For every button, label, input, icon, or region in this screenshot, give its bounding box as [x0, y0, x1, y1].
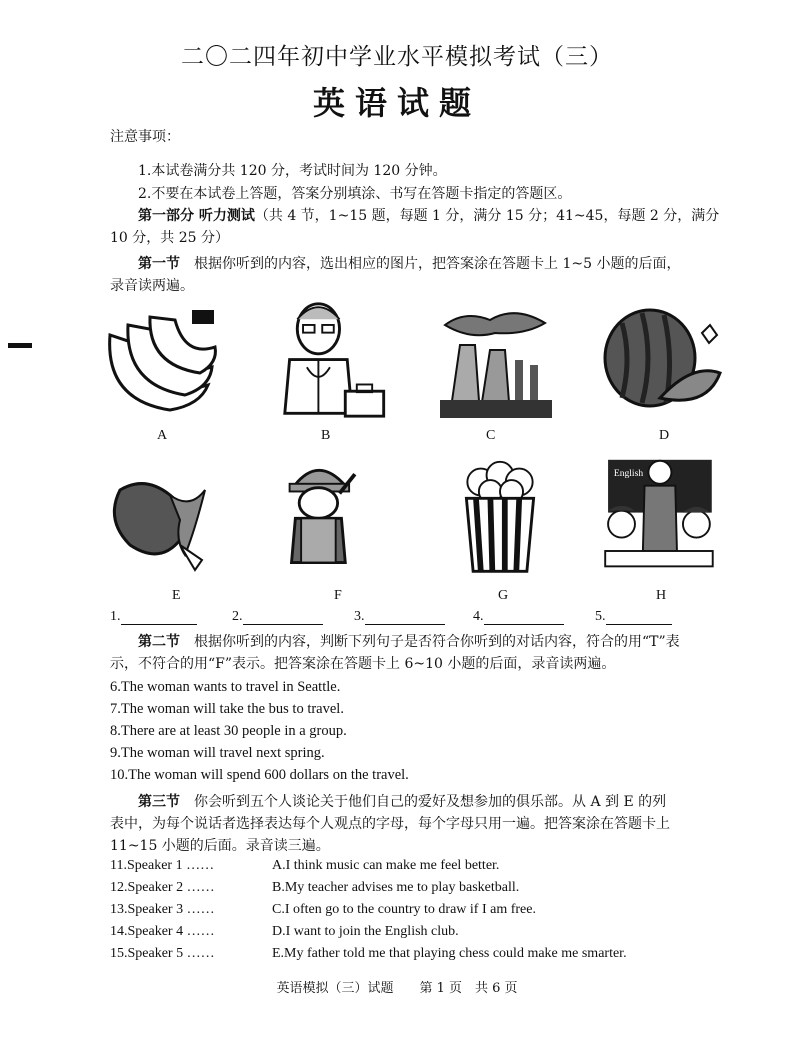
section2-line2: 示，不符合的用“F”表示。把答案涂在答题卡上 6~10 小题的后面，录音读两遍。: [110, 656, 616, 672]
popcorn-icon: [440, 458, 560, 578]
speaker-3: 13.Speaker 3 ……: [110, 902, 215, 917]
blank-number: 4.: [473, 609, 484, 624]
section3-intro: [110, 791, 740, 857]
speaker-5: 15.Speaker 5 ……: [110, 946, 215, 961]
blank-number: 3.: [354, 609, 365, 624]
question-10: 10.The woman will spend 600 dollars on the travel.: [110, 767, 409, 783]
section2-title: 第二节: [138, 634, 180, 650]
picture-label-f: F: [334, 588, 342, 603]
answer-blank-4: [473, 609, 564, 625]
notes-heading: 注意事项：: [110, 129, 180, 145]
picture-label-c: C: [486, 428, 496, 443]
picture-label-g: G: [498, 588, 509, 603]
section1-line2: 录音读两遍。: [110, 278, 194, 294]
answer-blank-1: [110, 609, 197, 625]
answer-blank-3: [354, 609, 445, 625]
worker-icon: [268, 455, 388, 575]
section2-intro: [110, 631, 740, 675]
answer-blank-5: [595, 609, 672, 625]
classroom-icon: [598, 455, 718, 575]
section3-line2: 表中，为每个说话者选择表达每个人观点的字母，每个字母只用一遍。把答案涂在答题卡上: [110, 816, 670, 832]
section1-line1: 根据你听到的内容，选出相应的图片，把答案涂在答题卡上 1~5 小题的后面，: [194, 256, 681, 272]
svg-text:English: English: [613, 468, 644, 480]
picture-label-h: H: [656, 588, 667, 603]
subject-title: 英语试题: [312, 84, 481, 122]
watermelon-icon: [602, 303, 722, 423]
bananas-icon: [100, 305, 220, 425]
page-footer: 英语模拟（三）试题 第 1 页 共 6 页: [276, 981, 518, 996]
question-7: 7.The woman will take the bus to travel.: [110, 701, 344, 717]
speaker-1: 11.Speaker 1 ……: [110, 858, 215, 873]
section3-line3: 11~15 小题的后面。录音读三遍。: [110, 838, 330, 854]
exam-title: 二〇二四年初中学业水平模拟考试（三）: [181, 44, 613, 70]
blank-number: 5.: [595, 609, 606, 624]
picture-label-d: D: [659, 428, 670, 443]
margin-mark: [8, 343, 32, 348]
question-8: 8.There are at least 30 people in a group.: [110, 723, 347, 739]
picture-label-b: B: [321, 428, 331, 443]
option-e: E.My father told me that playing chess could make me smarter.: [272, 946, 627, 961]
section1-title: 第一节: [138, 256, 180, 272]
section2-line1: 根据你听到的内容，判断下列句子是否符合你听到的对话内容，符合的用“T”表: [194, 634, 680, 650]
blank-number: 1.: [110, 609, 121, 624]
picture-label-e: E: [172, 588, 181, 603]
speaker-4: 14.Speaker 4 ……: [110, 924, 215, 939]
option-c: C.I often go to the country to draw if I am free.: [272, 902, 536, 917]
section3-title: 第三节: [138, 794, 180, 810]
question-6: 6.The woman wants to travel in Seattle.: [110, 679, 341, 695]
speaker-2: 12.Speaker 2 ……: [110, 880, 215, 895]
option-b: B.My teacher advises me to play basketball.: [272, 880, 520, 895]
factory-pollution-icon: [435, 305, 555, 425]
part1-title: 第一部分 听力测试: [138, 208, 255, 224]
answer-blank-2: [232, 609, 323, 625]
blank-number: 2.: [232, 609, 243, 624]
picture-label-a: A: [157, 428, 168, 443]
option-a: A.I think music can make me feel better.: [272, 858, 500, 873]
part1-intro: [110, 205, 740, 249]
question-9: 9.The woman will travel next spring.: [110, 745, 325, 761]
doctor-icon: [268, 300, 388, 420]
option-d: D.I want to join the English club.: [272, 924, 459, 939]
section3-line1: 你会听到五个人谈论关于他们自己的爱好及想参加的俱乐部。从 A 到 E 的列: [194, 794, 667, 810]
note-item-2: 2.不要在本试卷上答题，答案分别填涂、书写在答题卡指定的答题区。: [138, 186, 572, 202]
eggplant-icon: [100, 460, 220, 580]
part1-desc-line1: （共 4 节，1~15 题，每题 1 分，满分 15 分；41~45，每题 2 分，满分: [254, 208, 720, 224]
note-item-1: 1.本试卷满分共 120 分，考试时间为 120 分钟。: [138, 163, 447, 179]
part1-desc-line2: 10 分，共 25 分）: [110, 230, 229, 246]
section1-intro: [110, 253, 740, 297]
